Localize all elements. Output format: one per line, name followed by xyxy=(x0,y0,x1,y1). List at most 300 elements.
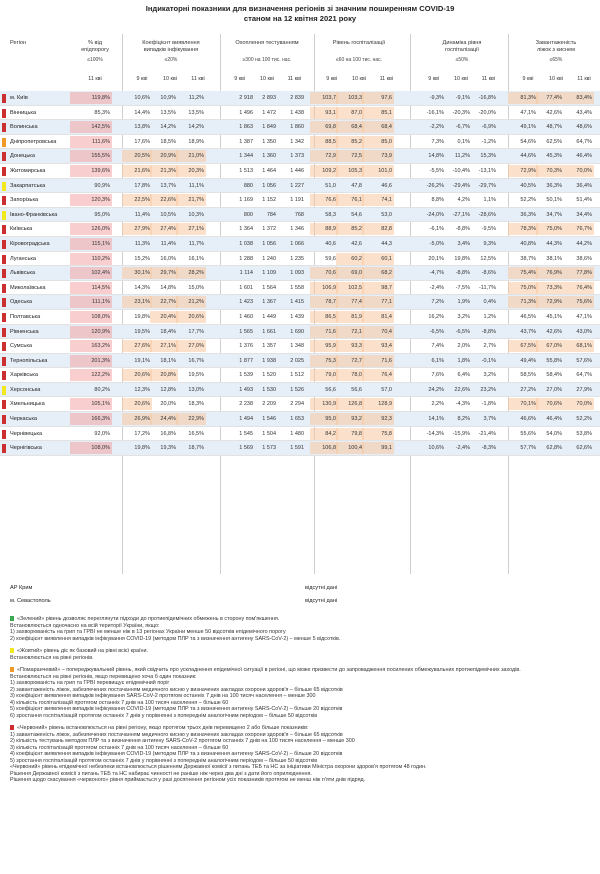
metric-value: 880 xyxy=(243,182,253,189)
metric-value: 93,3 xyxy=(351,343,362,350)
metric-value: 58,3 xyxy=(325,211,336,218)
metric-value: -8,8% xyxy=(481,328,496,335)
zone-marker xyxy=(2,225,6,234)
metric-value: 0,4% xyxy=(483,299,496,306)
metric-value: 68,4 xyxy=(351,124,362,131)
metric-value: 4,2% xyxy=(457,197,470,204)
metric-value: 3,2% xyxy=(483,372,496,379)
metric-value: 62,6% xyxy=(576,445,592,452)
table-row xyxy=(0,149,600,164)
metric-value: 14,2% xyxy=(188,124,204,131)
metric-value: 18,7% xyxy=(188,445,204,452)
metric-value: 27,4% xyxy=(160,226,176,233)
metric-value: 1 357 xyxy=(262,343,276,350)
metric-value: 103,7 xyxy=(322,95,336,101)
metric-value: 1 494 xyxy=(239,416,253,423)
metric-value: 43,7% xyxy=(520,328,536,335)
metric-value: 19,1% xyxy=(134,357,150,364)
metric-value: 2,2% xyxy=(431,401,444,408)
metric-value: 768 xyxy=(294,211,304,218)
metric-value: 1 601 xyxy=(239,284,253,291)
metric-value: 11,2% xyxy=(188,95,204,101)
metric-value: 1 348 xyxy=(290,343,304,350)
date-label: 9 кві xyxy=(428,76,440,82)
region-name: Вінницька xyxy=(10,109,37,116)
date-label: 11 кві xyxy=(379,76,394,82)
crimea-label: АР Крим xyxy=(10,585,33,591)
metric-value: 2 918 xyxy=(239,95,253,101)
metric-value: 1 496 xyxy=(239,109,253,116)
metric-value: 9,3% xyxy=(483,240,496,247)
metric-value: 103,3 xyxy=(348,95,362,101)
metric-value: -6,5% xyxy=(455,328,470,335)
region-name: Чернігівська xyxy=(10,445,42,452)
metric-value: 1 520 xyxy=(262,372,276,379)
metric-value: 2 238 xyxy=(239,401,253,408)
metric-value: 1 364 xyxy=(239,226,253,233)
metric-value: 11,1% xyxy=(188,182,204,189)
metric-value: -8,6% xyxy=(481,270,496,277)
metric-value: 45,3% xyxy=(546,153,562,160)
date-label: 11 кві xyxy=(481,76,496,82)
region-name: Дніпропетровська xyxy=(10,138,57,145)
metric-value: 75,0% xyxy=(520,284,536,291)
metric-value: 16,8% xyxy=(160,430,176,437)
metric-value: 20,4% xyxy=(160,313,176,320)
metric-value: 10,9% xyxy=(160,95,176,101)
metric-value: 47,8 xyxy=(351,182,362,189)
metric-value: 1 849 xyxy=(262,124,276,131)
metric-value: 1 066 xyxy=(290,240,304,247)
metric-value: 8,8% xyxy=(431,197,444,204)
metric-value: 36,3% xyxy=(546,182,562,189)
metric-value: 85,3% xyxy=(94,109,110,116)
region-name: Сумська xyxy=(10,343,33,350)
metric-value: 72,9% xyxy=(520,167,536,174)
metric-value: 57,6% xyxy=(576,357,592,364)
metric-value: 54,6 xyxy=(351,211,362,218)
metric-value: 45,1% xyxy=(546,313,562,320)
metric-value: 87,0 xyxy=(351,109,362,116)
metric-value: 106,8 xyxy=(322,445,336,452)
date-label: 9 кві xyxy=(234,76,246,82)
metric-value: 3,7% xyxy=(483,416,496,423)
yellow-note-body: Встановлюється на рівні регіонів. xyxy=(10,654,94,661)
zone-marker xyxy=(2,182,6,191)
metric-value: -6,1% xyxy=(429,226,444,233)
metric-value: 73,3% xyxy=(546,284,562,291)
metric-value: -1,8% xyxy=(481,401,496,408)
metric-value: 85,0 xyxy=(381,138,392,145)
metric-value: 126,8 xyxy=(348,401,362,408)
metric-value: 17,6% xyxy=(134,138,150,145)
metric-value: 108,0% xyxy=(91,313,110,320)
metric-value: 81,4 xyxy=(381,313,392,320)
metric-value: 20,3% xyxy=(188,167,204,174)
metric-value: -8,3% xyxy=(481,445,496,452)
metric-value: 22,6% xyxy=(160,197,176,204)
metric-value: 1 344 xyxy=(239,153,253,160)
beds-pct-header: % від епідпорогу xyxy=(81,40,109,53)
metric-value: 1 114 xyxy=(239,270,253,277)
metric-value: -1,2% xyxy=(481,138,496,145)
table-row xyxy=(0,208,600,223)
metric-value: 7,2% xyxy=(431,299,444,306)
metric-value: 17,8% xyxy=(134,182,150,189)
zone-marker xyxy=(2,415,6,424)
metric-value: 70,6 xyxy=(325,270,336,277)
metric-value: 10,5% xyxy=(160,211,176,218)
metric-value: 1 346 xyxy=(290,226,304,233)
metric-value: -6,9% xyxy=(481,124,496,131)
metric-value: 1 191 xyxy=(290,197,304,204)
region-table xyxy=(0,91,600,456)
table-row xyxy=(0,91,600,106)
region-name: Луганська xyxy=(10,255,37,262)
metric-value: 1 038 xyxy=(239,240,253,247)
date-label: 10 кві xyxy=(260,76,274,82)
metric-value: 57,7% xyxy=(520,445,536,452)
metric-value: 26,9% xyxy=(134,416,150,423)
metric-value: 55,6% xyxy=(520,430,536,437)
metric-value: 27,0% xyxy=(546,386,562,393)
metric-value: 70,3% xyxy=(546,167,562,174)
metric-value: 0,1% xyxy=(457,138,470,145)
metric-value: 21,2% xyxy=(188,299,204,306)
metric-value: 14,1% xyxy=(428,416,444,423)
metric-value: 52,2% xyxy=(520,197,536,204)
metric-value: 70,6% xyxy=(546,401,562,408)
metric-value: 46,4% xyxy=(576,153,592,160)
metric-value: 67,0% xyxy=(546,343,562,350)
metric-value: 72,9% xyxy=(546,299,562,306)
metric-value: 1 661 xyxy=(262,328,276,335)
metric-value: 1 512 xyxy=(290,372,304,379)
metric-value: 95,0% xyxy=(94,211,110,218)
metric-value: -28,6% xyxy=(478,211,496,218)
metric-value: 77,1 xyxy=(381,299,392,306)
metric-value: 71,6 xyxy=(381,357,392,364)
metric-value: 30,1% xyxy=(134,270,150,277)
region-name: м. Київ xyxy=(10,95,28,101)
metric-value: 72,9 xyxy=(325,153,336,160)
metric-value: 46,5% xyxy=(520,313,536,320)
metric-value: 20,9% xyxy=(160,153,176,160)
metric-value: 109,2 xyxy=(322,167,336,174)
metric-value: 48,7% xyxy=(546,124,562,131)
metric-value: 12,5% xyxy=(480,255,496,262)
green-swatch xyxy=(10,616,14,621)
metric-value: 1,2% xyxy=(483,313,496,320)
metric-value: 83,4% xyxy=(576,95,592,101)
page-title: Індикаторні показники для визначення регіонів зі значним поширенням COVID-19 станом на 12 квітня 2021 року xyxy=(145,4,455,23)
metric-value: 19,8% xyxy=(134,445,150,452)
metric-value: 1 288 xyxy=(239,255,253,262)
metric-value: 2 209 xyxy=(262,401,276,408)
metric-value: 52,2% xyxy=(576,416,592,423)
metric-value: 1 415 xyxy=(290,299,304,306)
zone-marker xyxy=(2,400,6,409)
metric-value: 72,7 xyxy=(351,357,362,364)
metric-value: 1 558 xyxy=(290,284,304,291)
zone-marker xyxy=(2,255,6,264)
dyn-date-row xyxy=(420,76,502,82)
metric-value: 16,5% xyxy=(188,430,204,437)
table-row xyxy=(0,179,600,194)
region-name: Волинська xyxy=(10,124,38,131)
metric-value: 120,9% xyxy=(91,328,110,335)
metric-value: 69,0 xyxy=(351,270,362,277)
metric-value: 75,3 xyxy=(325,357,336,364)
metric-value: 11,4% xyxy=(134,211,150,218)
metric-value: 53,8% xyxy=(576,430,592,437)
dyn-header: Динаміка рівня госпіталізації xyxy=(442,40,482,53)
metric-value: -8,8% xyxy=(455,270,470,277)
hosp-threshold: ≤60 на 100 тис. нас. xyxy=(335,57,383,63)
metric-value: 1 342 xyxy=(290,138,304,145)
tests-threshold: ≥300 на 100 тис. нас. xyxy=(242,57,292,63)
table-row xyxy=(0,266,600,281)
region-name: Житомирська xyxy=(10,167,46,174)
metric-value: 51,0 xyxy=(325,182,336,189)
metric-value: 36,3% xyxy=(520,211,536,218)
metric-value: -26,2% xyxy=(426,182,444,189)
region-name: Херсонська xyxy=(10,386,41,393)
metric-value: 62,8% xyxy=(546,445,562,452)
table-row xyxy=(0,237,600,252)
metric-value: 14,4% xyxy=(134,109,150,116)
metric-value: 128,9 xyxy=(378,401,392,408)
metric-value: 76,7% xyxy=(576,226,592,233)
metric-value: 93,4 xyxy=(381,343,392,350)
metric-value: 54,6% xyxy=(520,138,536,145)
metric-value: 71,6 xyxy=(325,328,336,335)
tests-date-row xyxy=(226,76,308,82)
metric-value: 19,3% xyxy=(160,445,176,452)
metric-value: 1 372 xyxy=(262,226,276,233)
date-label: 11 кві xyxy=(287,76,302,82)
region-name: Чернівецька xyxy=(10,430,43,437)
zone-marker xyxy=(2,240,6,249)
metric-value: 105,3 xyxy=(348,167,362,174)
metric-value: 67,5% xyxy=(520,343,536,350)
metric-value: 1 056 xyxy=(262,182,276,189)
metric-value: 38,7% xyxy=(520,255,536,262)
metric-value: 72,1 xyxy=(351,328,362,335)
metric-value: 1 690 xyxy=(290,328,304,335)
metric-value: 76,6 xyxy=(325,197,336,204)
metric-value: 70,1% xyxy=(520,401,536,408)
metric-value: 47,1% xyxy=(576,313,592,320)
metric-value: 47,1% xyxy=(520,109,536,116)
metric-value: 1 056 xyxy=(262,240,276,247)
metric-value: 29,7% xyxy=(160,270,176,277)
table-row xyxy=(0,222,600,237)
metric-value: 20,5% xyxy=(134,153,150,160)
red-swatch xyxy=(10,725,14,730)
metric-value: 1,1% xyxy=(483,197,496,204)
metric-value: 8,2% xyxy=(457,416,470,423)
metric-value: -7,5% xyxy=(455,284,470,291)
metric-value: 19,5% xyxy=(134,328,150,335)
date-label: 9 кві xyxy=(136,76,148,82)
metric-value: 119,8% xyxy=(91,95,110,101)
metric-value: 1 877 xyxy=(239,357,253,364)
region-name: Закарпатська xyxy=(10,182,46,189)
metric-value: 76,4% xyxy=(576,284,592,291)
o2-threshold: ≤65% xyxy=(549,57,563,63)
metric-value: 10,6% xyxy=(134,95,150,101)
metric-value: 1 493 xyxy=(239,386,253,393)
table-row xyxy=(0,412,600,427)
metric-value: 1 169 xyxy=(239,197,253,204)
metric-value: 12,8% xyxy=(160,386,176,393)
metric-value: 85,2 xyxy=(351,138,362,145)
metric-value: 50,1% xyxy=(546,197,562,204)
metric-value: 27,2% xyxy=(520,386,536,393)
metric-value: 27,0% xyxy=(188,343,204,350)
dyn-threshold: ≤50% xyxy=(455,57,469,63)
metric-value: 1 439 xyxy=(290,313,304,320)
hosp-header: Рівень госпіталізації xyxy=(332,40,386,46)
sevastopol-label: м. Севастополь xyxy=(10,598,51,604)
metric-value: 76,9% xyxy=(546,270,562,277)
metric-value: 70,0% xyxy=(576,401,592,408)
region-name: Донецька xyxy=(10,153,35,160)
metric-value: 16,7% xyxy=(188,357,204,364)
metric-value: 46,6 xyxy=(381,182,392,189)
metric-value: 13,7% xyxy=(160,182,176,189)
date-label: 10 кві xyxy=(352,76,366,82)
metric-value: -8,8% xyxy=(455,226,470,233)
table-row xyxy=(0,354,600,369)
orange-note xyxy=(10,667,595,719)
metric-value: 82,8 xyxy=(381,226,392,233)
table-row xyxy=(0,310,600,325)
metric-value: 2,0% xyxy=(457,343,470,350)
metric-value: 13,5% xyxy=(188,109,204,116)
green-note-head: «Зелений» рівень дозволяє переглянути підходи до протиепідемічних обмежень в сторону пом'якшення. xyxy=(17,616,280,622)
metric-value: 100,4 xyxy=(348,445,362,452)
metric-value: 1 093 xyxy=(290,270,304,277)
metric-value: -29,4% xyxy=(452,182,470,189)
metric-value: 6,1% xyxy=(431,357,444,364)
metric-value: 15,2% xyxy=(134,255,150,262)
table-row xyxy=(0,193,600,208)
metric-value: 3,4% xyxy=(457,240,470,247)
metric-value: 20,6% xyxy=(134,401,150,408)
zone-marker xyxy=(2,386,6,395)
metric-value: -20,0% xyxy=(478,109,496,116)
zone-marker xyxy=(2,138,6,147)
metric-value: 11,4% xyxy=(160,240,176,247)
metric-value: 7,3% xyxy=(431,138,444,145)
metric-value: 114,5% xyxy=(91,284,110,291)
metric-value: 56,6 xyxy=(351,386,362,393)
metric-value: 27,6% xyxy=(134,343,150,350)
zone-marker xyxy=(2,211,6,220)
metric-value: 77,8% xyxy=(576,270,592,277)
metric-value: 20,6% xyxy=(188,313,204,320)
region-name: Запорізька xyxy=(10,197,39,204)
metric-value: 1 564 xyxy=(262,284,276,291)
metric-value: 2 893 xyxy=(262,95,276,101)
metric-value: 122,2% xyxy=(91,372,110,379)
zone-marker xyxy=(2,313,6,322)
zone-marker xyxy=(2,167,6,176)
metric-value: 58,4% xyxy=(546,372,562,379)
metric-value: 78,7 xyxy=(325,299,336,306)
metric-value: 42,6% xyxy=(546,328,562,335)
metric-value: 1 460 xyxy=(239,313,253,320)
metric-value: 18,3% xyxy=(188,401,204,408)
metric-value: 23,2% xyxy=(480,386,496,393)
metric-value: 24,4% xyxy=(160,416,176,423)
metric-value: 49,4% xyxy=(520,357,536,364)
metric-value: 22,6% xyxy=(454,386,470,393)
metric-value: 20,6% xyxy=(134,372,150,379)
date-label: 10 кві xyxy=(549,76,563,82)
metric-value: 15,3% xyxy=(480,153,496,160)
table-row xyxy=(0,106,600,121)
region-name: Черкаська xyxy=(10,416,38,423)
metric-value: 76,4 xyxy=(381,372,392,379)
detect-date-row xyxy=(128,76,212,82)
metric-value: 78,0 xyxy=(351,372,362,379)
metric-value: 166,3% xyxy=(91,416,110,423)
metric-value: -20,3% xyxy=(452,109,470,116)
metric-value: 60,2 xyxy=(351,255,362,262)
metric-value: 102,4% xyxy=(91,270,110,277)
red-note-head: «Червоний» рівень встановлюється на рівні регіону, якщо протягом трьох днів перевищено 2 або більше показників: xyxy=(17,725,309,731)
metric-value: 110,2% xyxy=(91,255,110,262)
detect-threshold: ≤20% xyxy=(164,57,178,63)
table-row xyxy=(0,383,600,398)
metric-value: 1 235 xyxy=(290,255,304,262)
table-row xyxy=(0,295,600,310)
metric-value: 40,8% xyxy=(520,240,536,247)
metric-value: 1 513 xyxy=(239,167,253,174)
metric-value: 74,1 xyxy=(381,197,392,204)
metric-value: -11,7% xyxy=(478,284,496,291)
metric-value: 16,2% xyxy=(428,313,444,320)
metric-value: 201,3% xyxy=(91,357,110,364)
metric-value: 44,6% xyxy=(520,153,536,160)
region-name: Івано-Франківська xyxy=(10,211,58,218)
metric-value: 22,5% xyxy=(134,197,150,204)
metric-value: 142,5% xyxy=(91,124,110,131)
metric-value: 78,3% xyxy=(520,226,536,233)
metric-value: 20,0% xyxy=(160,401,176,408)
metric-value: 90,9% xyxy=(94,182,110,189)
metric-value: 85,2 xyxy=(351,226,362,233)
metric-value: 55,8% xyxy=(546,357,562,364)
metric-value: 75,8 xyxy=(381,430,392,437)
zone-marker xyxy=(2,196,6,205)
metric-value: 88,9 xyxy=(325,226,336,233)
metric-value: 21,6% xyxy=(134,167,150,174)
metric-value: 42,6% xyxy=(546,109,562,116)
date-label: 9 кві xyxy=(326,76,338,82)
zone-marker xyxy=(2,123,6,132)
metric-value: 1 240 xyxy=(262,255,276,262)
metric-value: 11,2% xyxy=(454,153,470,160)
metric-value: -4,3% xyxy=(455,401,470,408)
metric-value: 1,9% xyxy=(457,299,470,306)
metric-value: 70,4 xyxy=(381,328,392,335)
metric-value: 2 025 xyxy=(290,357,304,364)
orange-swatch xyxy=(10,667,14,672)
